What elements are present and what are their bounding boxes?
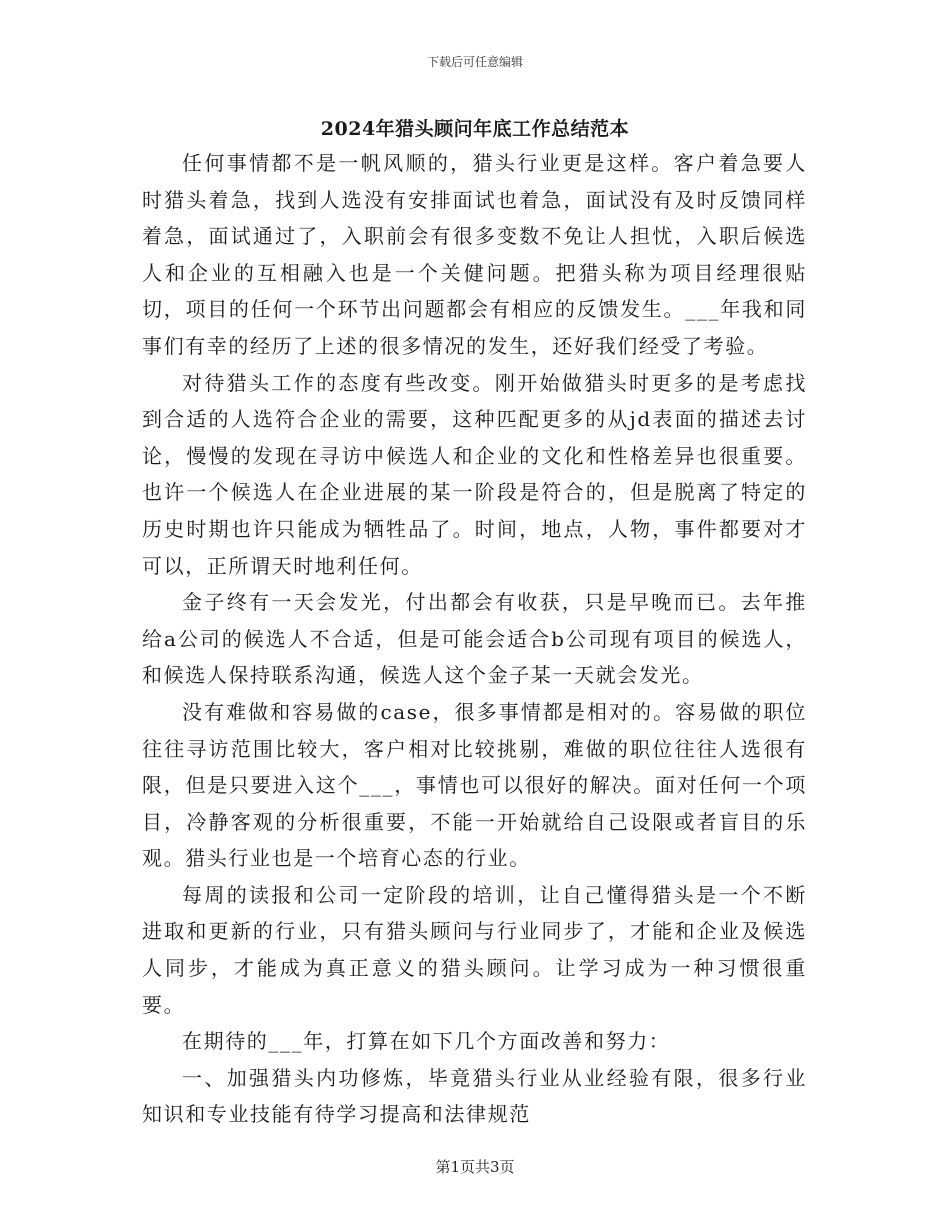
document-title: 2024年猎头顾问年底工作总结范本 — [320, 118, 630, 140]
header-note: 下载后可任意编辑 — [426, 55, 523, 69]
paragraph: 对待猎头工作的态度有些改变。刚开始做猎头时更多的是考虑找到合适的人选符合企业的需要，这种匹配更多的从jd表面的描述去讨论，慢慢的发现在寻访中候选人和企业的文化和性格差异也很重要。也许一个候选人在企业进展的某一阶段是符合的，但是脱离了特定的历史时期也许只能成为牺牲品了。时间，地点，人物，事件都要对才可以，正所谓天时地利任何。 — [142, 370, 807, 578]
document-body — [142, 145, 807, 1133]
paragraph: 一、加强猎头内功修炼，毕竟猎头行业从业经验有限，很多行业知识和专业技能有待学习提高和法律规范 — [142, 1065, 807, 1127]
paragraph: 任何事情都不是一帆风顺的，猎头行业更是这样。客户着急要人时猎头着急，找到人选没有安排面试也着急，面试没有及时反馈同样着急，面试通过了，入职前会有很多变数不免让人担忧，入职后候选人和企业的互相融入也是一个关健问题。把猎头称为项目经理很贴切，项目的任何一个环节出问题都会有相应的反馈发生。___年我和同事们有幸的经历了上述的很多情况的发生，还好我们经受了考验。 — [142, 151, 807, 358]
paragraph: 没有难做和容易做的case，很多事情都是相对的。容易做的职位往往寻访范围比较大，客户相对比较挑剔，难做的职位往往人选很有限，但是只要进入这个___，事情也可以很好的解决。面对任何一个项目，冷静客观的分析很重要，不能一开始就给自己设限或者盲目的乐观。猎头行业也是一个培育心态的行业。 — [142, 699, 807, 871]
paragraph: 金子终有一天会发光，付出都会有收获，只是早晚而已。去年推给a公司的候选人不合适，但是可能会适合b公司现有项目的候选人，和候选人保持联系沟通，候选人这个金子某一天就会发光。 — [142, 590, 807, 688]
paragraph: 每周的读报和公司一定阶段的培训，让自己懂得猎头是一个不断进取和更新的行业，只有猎头顾问与行业同步了，才能和企业及候选人同步，才能成为真正意义的猎头顾问。让学习成为一种习惯很重要。 — [142, 882, 807, 1017]
paragraph: 在期待的___年，打算在如下几个方面改善和努力： — [182, 1029, 671, 1054]
page-indicator: 第1页共3页 — [435, 1158, 515, 1176]
